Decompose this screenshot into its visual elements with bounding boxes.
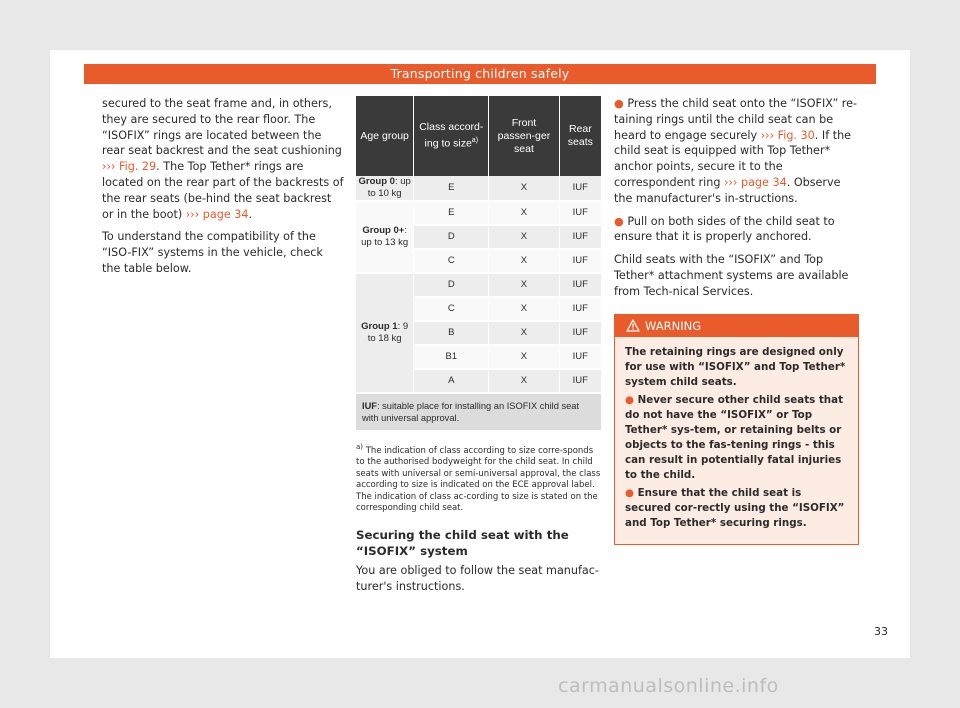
- bullet-icon: ●: [614, 97, 624, 110]
- table-row: Group 0: up to 10 kg E X IUF: [356, 176, 601, 201]
- th-rear-seats: Rear seats: [559, 96, 601, 176]
- table-row: B X IUF: [356, 321, 601, 345]
- table-header-row: [356, 96, 601, 176]
- warning-item: ● Ensure that the child seat is secured cor-rectly using the “ISOFIX” and Top Tether* securing rings.: [625, 486, 845, 529]
- page-number: 33: [874, 625, 888, 638]
- table-note-row: [356, 393, 601, 431]
- th-front-seat: Front passen-ger seat: [489, 96, 559, 176]
- page-header: Transporting children safely: [84, 64, 876, 84]
- bullet-press-seat: ● Press the child seat onto the “ISOFIX” re-taining rings until the child seat can be heard to engage securely ››› Fig. 30. If the child seat is equipped with Top Tether* anchor points, secure it to the correspondent ring ››› page 34. Observe the manufacturer's in-structions.: [614, 97, 858, 205]
- warning-header: WARNING: [615, 315, 858, 337]
- table-row: A X IUF: [356, 369, 601, 393]
- table-row: B1 X IUF: [356, 345, 601, 369]
- warning-item: ● Never secure other child seats that do not have the “ISOFIX” or Top Tether* sys-tem, or retaining belts or objects to the fas-tening rings - this can result in potentially fatal injuries to the child.: [625, 393, 843, 481]
- section-heading: Securing the child seat with the “ISOFIX” system: [356, 527, 569, 558]
- manual-page: [50, 50, 910, 658]
- warning-triangle-icon: [626, 319, 640, 332]
- th-age-group: Age group: [356, 96, 414, 176]
- page-34-link[interactable]: ››› page 34: [185, 207, 249, 221]
- warning-box: [614, 314, 859, 545]
- bullet-icon: ●: [614, 214, 624, 228]
- group-cell: Group 1: 9 to 18 kg: [356, 273, 414, 393]
- warning-body: [615, 337, 858, 544]
- th-class: Class accord-ing to size$^{a)}$: [414, 96, 489, 176]
- table-row: C X IUF: [356, 297, 601, 321]
- column-middle: [356, 96, 601, 601]
- table-note: IUF: suitable place for installing an ISOFIX child seat with universal approval.: [356, 393, 601, 431]
- fig-29-link[interactable]: ››› Fig. 29: [102, 160, 157, 174]
- table-row: C X IUF: [356, 249, 601, 273]
- column-right: [614, 96, 859, 545]
- warning-intro: The retaining rings are designed only for use with “ISOFIX” and Top Tether* system child seats.: [625, 345, 846, 388]
- group-cell: Group 0+: up to 13 kg: [356, 201, 414, 273]
- footnote: $^{a)}$ The indication of class according to size corre-sponds to the authorised bodyweight for the child seat. In child seats with universal or semi-universal approval, the class according to size is indicated on the ECE approval label. The indication of class ac-cording to size is stated on the corresponding child seat.: [356, 443, 601, 514]
- column-left: [102, 96, 344, 284]
- page-34-link[interactable]: ››› page 34: [723, 175, 787, 189]
- fig-30-link[interactable]: ››› Fig. 30: [760, 128, 815, 142]
- table-row: Group 0+: up to 13 kg E X IUF: [356, 201, 601, 225]
- table-row: Group 1: 9 to 18 kg D X IUF: [356, 273, 601, 297]
- isofix-compatibility-table: [356, 96, 601, 432]
- watermark: carmanualsonline.info: [558, 675, 779, 697]
- group-cell: Group 0: up to 10 kg: [356, 176, 414, 201]
- bullet-pull-sides: ● Pull on both sides of the child seat to ensure that it is properly anchored.: [614, 214, 835, 244]
- section-text: You are obliged to follow the seat manufac-turer's instructions.: [356, 563, 599, 593]
- bullet-icon: ●: [625, 393, 634, 406]
- table-row: D X IUF: [356, 225, 601, 249]
- paragraph-compatibility: To understand the compatibility of the “ISO-FIX” systems in the vehicle, check the table below.: [102, 230, 323, 275]
- paragraph-availability: Child seats with the “ISOFIX” and Top Tether* attachment systems are available from Tech-nical Services.: [614, 253, 849, 298]
- bullet-icon: ●: [625, 486, 634, 499]
- paragraph-isofix-rings: secured to the seat frame and, in others, they are secured to the rear floor. The “ISOFIX” rings are located between the rear seat backrest and the seat cushioning ››› Fig. 29. The Top Tether* rings are located on the rear part of the backrests of the rear seats (be-hind the seat backrest or in the boot) ››› page 34.: [102, 97, 344, 221]
